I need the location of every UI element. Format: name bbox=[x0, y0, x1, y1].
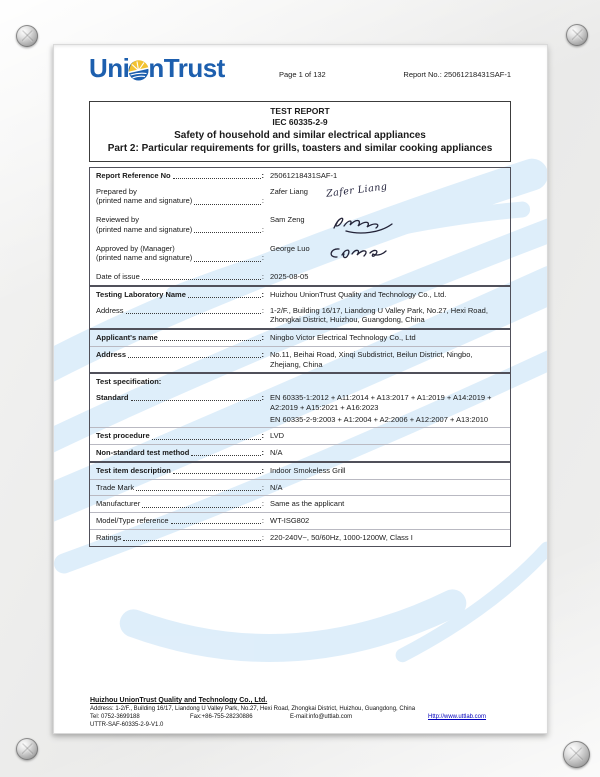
report-number: Report No.: 25061218431SAF-1 bbox=[403, 70, 511, 79]
table-row-prepared-by: Prepared by (printed name and signature) : Zafer Liang Zafer Liang bbox=[90, 184, 510, 213]
row-label: Model/Type reference bbox=[96, 516, 169, 526]
dotted-leader bbox=[171, 523, 261, 524]
table-row-applicant-name: Applicant's name : Ningbo Victor Electrical Technology Co., Ltd bbox=[90, 328, 510, 346]
dotted-leader bbox=[128, 357, 260, 358]
table-row-test-specification: Test specification : bbox=[90, 372, 510, 390]
page-header bbox=[54, 45, 547, 101]
row-value: 25061218431SAF-1 bbox=[270, 170, 338, 180]
footer-address: Address: 1-2/F., Building 16/17, Liandong U Valley Park, No.27, Hexi Road, Zhongkai District, Huizhou, Guangdong, China bbox=[90, 706, 416, 712]
dotted-leader bbox=[136, 490, 261, 491]
table-row-date-of-issue: Date of issue : 2025-08-05 bbox=[90, 269, 510, 285]
page-footer bbox=[90, 697, 511, 728]
row-value: Indoor Smokeless Grill bbox=[270, 465, 346, 475]
table-row-lab-address: Address : 1-2/F., Building 16/17, Liandong U Valley Park, No.27, Hexi Road, Zhongkai District, Huizhou, Guangdong, China bbox=[90, 303, 510, 329]
row-label: Reviewed by bbox=[96, 215, 139, 225]
row-label: Address bbox=[96, 349, 127, 359]
dotted-leader bbox=[131, 400, 261, 401]
row-label: Manufacturer bbox=[96, 499, 141, 509]
row-label: Standard bbox=[96, 393, 129, 403]
row-value: WT-ISG802 bbox=[270, 516, 310, 526]
page-number: Page 1 of 132 bbox=[279, 70, 326, 79]
table-row-approved-by: Approved by (Manager) (printed name and signature) : George Luo bbox=[90, 241, 510, 270]
dotted-leader bbox=[194, 232, 261, 233]
dotted-leader bbox=[123, 540, 260, 541]
footer-email: E-mail:info@uttlab.com bbox=[290, 714, 353, 720]
signature-george-luo bbox=[326, 242, 396, 266]
row-value: EN 60335-1:2012 + A11:2014 + A13:2017 + A1:2019 + A14:2019 + A2:2019 + A15:2021 + A16:2023 bbox=[270, 393, 492, 412]
row-label-line2: (printed name and signature) bbox=[96, 196, 193, 206]
row-value: 220-240V~, 50/60Hz, 1000-1200W, Class I bbox=[270, 532, 413, 542]
table-row-lab-name: Testing Laboratory Name : Huizhou UnionTrust Quality and Technology Co., Ltd. bbox=[90, 285, 510, 303]
row-value: Sam Zeng bbox=[270, 215, 305, 225]
uniontrust-logo bbox=[89, 53, 225, 84]
footer-fax: Fax:+86-755-28230886 bbox=[190, 714, 253, 720]
corner-screw-top-left bbox=[16, 25, 38, 47]
title-safety: Safety of household and similar electrical appliances bbox=[174, 129, 426, 141]
table-row-report-reference: Report Reference No : 25061218431SAF-1 bbox=[90, 168, 510, 184]
row-label: Test specification bbox=[96, 377, 159, 387]
corner-screw-top-right bbox=[566, 24, 588, 46]
dotted-leader bbox=[188, 297, 261, 298]
title-block bbox=[89, 101, 511, 162]
row-value: Same as the applicant bbox=[270, 499, 345, 509]
corner-screw-bottom-left bbox=[16, 738, 38, 760]
dotted-leader bbox=[152, 439, 261, 440]
footer-doc-code: UTTR-SAF-60335-2-9-V1.0 bbox=[90, 722, 164, 728]
row-value: N/A bbox=[270, 448, 283, 458]
dotted-leader bbox=[194, 204, 261, 205]
logo-text-left: Uni bbox=[89, 53, 130, 83]
row-value: 1-2/F., Building 16/17, Liandong U Valley Park, No.27, Hexi Road, Zhongkai District, Huizhou, Guangdong, China bbox=[270, 305, 488, 325]
row-value: N/A bbox=[270, 482, 283, 492]
row-value: 2025-08-05 bbox=[270, 272, 309, 282]
corner-screw-bottom-right bbox=[563, 741, 590, 768]
row-label-line2: (printed name and signature) bbox=[96, 224, 193, 234]
globe-sun-wave-icon bbox=[128, 60, 149, 81]
row-value: Huizhou UnionTrust Quality and Technology Co., Ltd. bbox=[270, 289, 447, 299]
dotted-leader bbox=[126, 313, 261, 314]
footer-tel: Tel: 0752-3699188 bbox=[90, 714, 140, 720]
table-row-reviewed-by: Reviewed by (printed name and signature) : Sam Zeng bbox=[90, 212, 510, 241]
row-label: Test procedure bbox=[96, 431, 150, 441]
row-label: Ratings bbox=[96, 532, 122, 542]
table-row-model-type: Model/Type reference : WT-ISG802 bbox=[90, 512, 510, 529]
row-value: Ningbo Victor Electrical Technology Co., Ltd bbox=[270, 333, 416, 343]
row-value: Zafer Liang bbox=[270, 186, 308, 196]
table-row-trade-mark: Trade Mark : N/A bbox=[90, 479, 510, 496]
footer-website-link[interactable]: Http://www.uttlab.com bbox=[428, 714, 487, 720]
table-row-ratings: Ratings : 220-240V~, 50/60Hz, 1000-1200W, Class I bbox=[90, 529, 510, 546]
row-label: Prepared by bbox=[96, 186, 137, 196]
row-label: Date of issue bbox=[96, 272, 140, 282]
row-label: Approved by (Manager) bbox=[96, 243, 175, 253]
row-label: Report Reference No bbox=[96, 170, 171, 180]
row-label: Trade Mark bbox=[96, 482, 135, 492]
row-label: Non-standard test method bbox=[96, 448, 190, 458]
row-value: LVD bbox=[270, 431, 285, 441]
row-label: Applicant's name bbox=[96, 333, 158, 343]
table-row-non-standard-method: Non-standard test method : N/A bbox=[90, 444, 510, 461]
table-row-manufacturer: Manufacturer : Same as the applicant bbox=[90, 495, 510, 512]
dotted-leader bbox=[142, 279, 261, 280]
row-value: George Luo bbox=[270, 243, 310, 253]
dotted-leader bbox=[173, 178, 261, 179]
footer-contact-row bbox=[90, 714, 511, 720]
row-value-line2: EN 60335-2-9:2003 + A1:2004 + A2:2006 + A12:2007 + A13:2010 bbox=[270, 414, 489, 424]
row-label-line2: (printed name and signature) bbox=[96, 253, 193, 263]
table-row-standard: Standard : EN 60335-1:2012 + A11:2014 + A13:2017 + A1:2019 + A14:2019 + A2:2019 + A15:2021 + A16:2023 EN 60335-2-9:2003 + A1:2004 + A2:2006 + A12:2007 + A13:2010 bbox=[90, 390, 510, 427]
title-standard-number: IEC 60335-2-9 bbox=[272, 117, 328, 128]
signature-sam-zeng bbox=[326, 213, 404, 237]
dotted-leader bbox=[160, 340, 261, 341]
dotted-leader bbox=[173, 473, 261, 474]
title-test-report: TEST REPORT bbox=[270, 106, 330, 116]
footer-company-name: Huizhou UnionTrust Quality and Technology Co., Ltd. bbox=[90, 697, 268, 704]
table-row-test-item-description: Test item description : Indoor Smokeless Grill bbox=[90, 461, 510, 479]
row-label: Testing Laboratory Name bbox=[96, 289, 186, 299]
signature-zafer-liang: Zafer Liang bbox=[325, 180, 389, 200]
dotted-leader bbox=[142, 507, 261, 508]
title-part2: Part 2: Particular requirements for grills, toasters and similar cooking appliances bbox=[107, 142, 493, 154]
report-page bbox=[53, 44, 548, 734]
table-row-test-procedure: Test procedure : LVD bbox=[90, 427, 510, 444]
dotted-leader bbox=[194, 261, 261, 262]
dotted-leader bbox=[191, 455, 260, 456]
report-info-table bbox=[89, 167, 511, 547]
row-value: No.11, Beihai Road, Xinqi Subdistrict, Beilun District, Ningbo, Zhejiang, China bbox=[270, 349, 473, 369]
row-label: Test item description bbox=[96, 465, 171, 475]
table-row-applicant-address: Address : No.11, Beihai Road, Xinqi Subdistrict, Beilun District, Ningbo, Zhejiang, China bbox=[90, 346, 510, 373]
logo-text-right: nTrust bbox=[148, 53, 225, 83]
row-label: Address bbox=[96, 305, 124, 315]
